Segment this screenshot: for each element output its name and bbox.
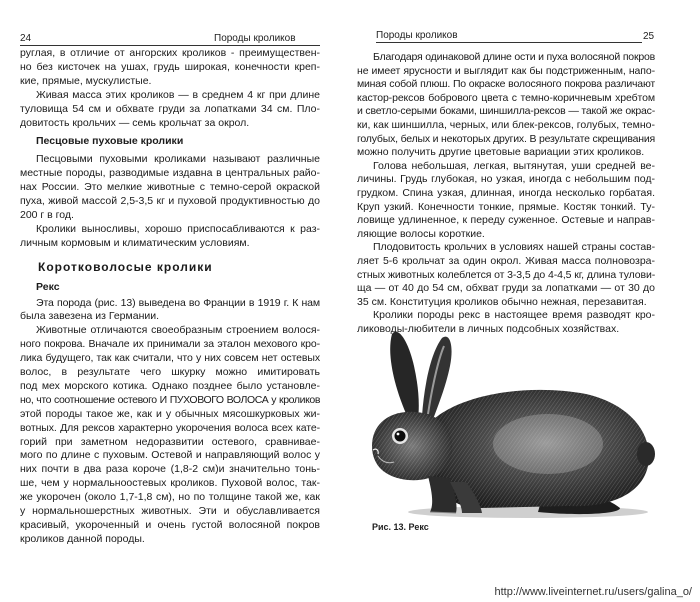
text-line: Голова небольшая, легкая, вытянутая, уши средней ве- — [373, 159, 655, 172]
text-line: ки, как шиншилла, черных, или блек-рексов, голубых, темно- — [357, 118, 655, 131]
text-line: лика будущего, так как считали, что у них совсем нет остевых — [20, 352, 320, 365]
left-header-rule — [20, 45, 320, 46]
text-line: вотных. Для рексов характерно укорочения волоса всех кате- — [20, 421, 320, 434]
text-line: Живая масса этих кроликов — в среднем 4 кг при длине — [36, 88, 320, 101]
text-line: кие, прямые, мускулистые. — [20, 74, 152, 87]
text-line: красивый, укороченный и очень густой волосяной покров — [20, 519, 320, 531]
text-line: личины. Грудь глубокая, но узкая, иногда с небольшим под- — [357, 173, 655, 186]
text-line: Животные отличаются своеобразным строением волося- — [36, 324, 320, 337]
rex-rabbit-illustration — [358, 326, 663, 521]
text-line: Кролики выносливы, хорошо приспосабливаются к раз- — [36, 222, 320, 235]
text-line: же укорочен (около 1,7-1,8 см), но по толщине такой же, как — [20, 491, 320, 504]
breed-heading: Рекс — [36, 280, 60, 293]
text-line: лиководы-любители в личных подсобных хозяйствах. — [357, 322, 620, 335]
left-page-number: 24 — [20, 33, 32, 44]
text-line: ше, чем у нормальноостевых кроликов. Пуховой волос, так- — [20, 477, 320, 490]
text-line: не имеет ярусности и выглядит как бы подстриженным, напо- — [357, 64, 655, 77]
text-line: мого по длине с пуховым. Остевой и направляющий волос у — [20, 449, 320, 462]
text-line: ловище удлиненное, к переду суженное. Остевые и направ- — [357, 214, 655, 227]
text-line: стных животных колеблется от 3-3,5 до 4-4,5 кг, длина тулови- — [357, 268, 656, 281]
paragraph — [20, 153, 320, 223]
figure-caption: Рис. 13. Рекс — [372, 522, 429, 532]
head-fur-texture — [372, 412, 452, 480]
subheading: Песцовые пуховые кролики — [36, 135, 184, 148]
text-line: Благодаря одинаковой длине ости и пуха волосяной покров — [373, 51, 655, 63]
text-line: довитость крольчих — семь крольчат за окрол. — [20, 116, 250, 129]
paragraph — [357, 241, 655, 309]
right-running-head: Породы кроликов — [376, 30, 458, 41]
text-line: но, что соотношение остевого И ПУХОВОГО ВОЛОСА у кроликов — [20, 393, 320, 406]
paragraph — [20, 297, 320, 325]
text-line: туловища 54 см и обхвате груди за лопатками 34 см. Пло- — [20, 102, 320, 115]
rear-ear — [390, 332, 419, 420]
eye — [395, 431, 406, 442]
text-line: них почти в два раза короче (1,8-2 см)и значительно тонь- — [20, 463, 320, 476]
front-ear — [422, 337, 452, 422]
text-line: ного покрова. Вначале их принимали за эталон мехового кро- — [20, 338, 320, 351]
text-line: у нормальношерстных животных. Эти и обуславливается — [20, 505, 320, 518]
text-line: грудком. Спина узкая, длинная, иногда несколько горбатая. — [357, 186, 655, 199]
text-line: 200 г в год. — [20, 208, 74, 221]
paragraph — [20, 47, 320, 89]
text-line: кроликов данной породы. — [20, 532, 145, 545]
paragraph — [20, 324, 320, 547]
text-line: нах России. Это мелкие животные с темно-серой окраской — [20, 181, 320, 194]
paragraph — [20, 223, 320, 251]
text-line: Эта порода (рис. 13) выведена во Франции в 1919 г. К нам — [36, 296, 320, 309]
text-line: ляет 5-6 крольчат за один окрол. Живая масса полновозра- — [357, 254, 655, 267]
text-line: пуха, живой массой 2,5-3,5 кг и пуховой продуктивностью до — [20, 195, 320, 208]
text-line: под мех морского котика. Однако позднее было установле- — [20, 379, 320, 392]
text-line: горий при заметном недоразвитии остевого, сравнивае- — [20, 435, 320, 448]
section-heading: Коротковолосые кролики — [38, 259, 213, 274]
right-page-text — [357, 51, 655, 336]
paragraph — [20, 89, 320, 131]
source-url-watermark: http://www.liveinternet.ru/users/galina_o/ — [494, 586, 692, 598]
text-line: кастор-рексов бобрового цвета с темно-коричневым хребтом — [357, 91, 655, 104]
text-line: ляющие волосы короткие. — [357, 227, 485, 240]
left-page-text — [20, 47, 320, 547]
right-page-number: 25 — [643, 31, 655, 42]
text-line: Плодовитость крольчих в условиях нашей страны состав- — [373, 241, 655, 254]
text-line: руглая, в отличие от ангорских кроликов - преимуществен- — [20, 47, 320, 59]
text-line: миная собой плюш. По окраске волосяного покрова различают — [357, 78, 655, 91]
text-line: Круп узкий. Конечности тонкие, прямые. Костяк тонкий. Ту- — [357, 200, 655, 213]
right-header-rule — [376, 42, 642, 43]
text-line: этой породы такое же, как и у обычных мясошкурковых жи- — [20, 407, 320, 420]
flank-highlight — [493, 414, 603, 474]
text-line: и светло-серыми боками, шиншилла-рексов — такой же окрас- — [357, 105, 655, 118]
text-line: личным кормовым и климатическим условиям. — [20, 236, 250, 249]
text-line: Песцовыми пуховыми кроликами называют различные — [36, 153, 320, 166]
paragraph — [357, 160, 655, 242]
paragraph — [357, 51, 655, 160]
text-line: ща — от 40 до 54 см, обхват груди за лопатками — от 30 до — [357, 282, 655, 295]
text-line: Кролики породы рекс в настоящее время разводят кро- — [373, 309, 655, 322]
text-line: местные породы, разводимые издавна в центральных райо- — [20, 167, 320, 180]
text-line: но без кисточек на ушах, грудь широкая, конечности креп- — [20, 60, 320, 73]
text-line: была завезена из Германии. — [20, 310, 160, 323]
eye-glint — [397, 433, 400, 436]
left-running-head: Породы кроликов — [214, 33, 296, 44]
text-line: голубых, белых и некоторых других. В результате скрещивания — [357, 132, 655, 145]
text-line: 35 см. Конституция кроликов обычно нежная, перезавитая. — [357, 295, 647, 308]
tail — [637, 442, 655, 466]
text-line: можно получить другие цветовые вариации этих кроликов. — [357, 146, 645, 159]
text-line: волос, в результате чего шкурку можно имитировать — [20, 366, 320, 379]
